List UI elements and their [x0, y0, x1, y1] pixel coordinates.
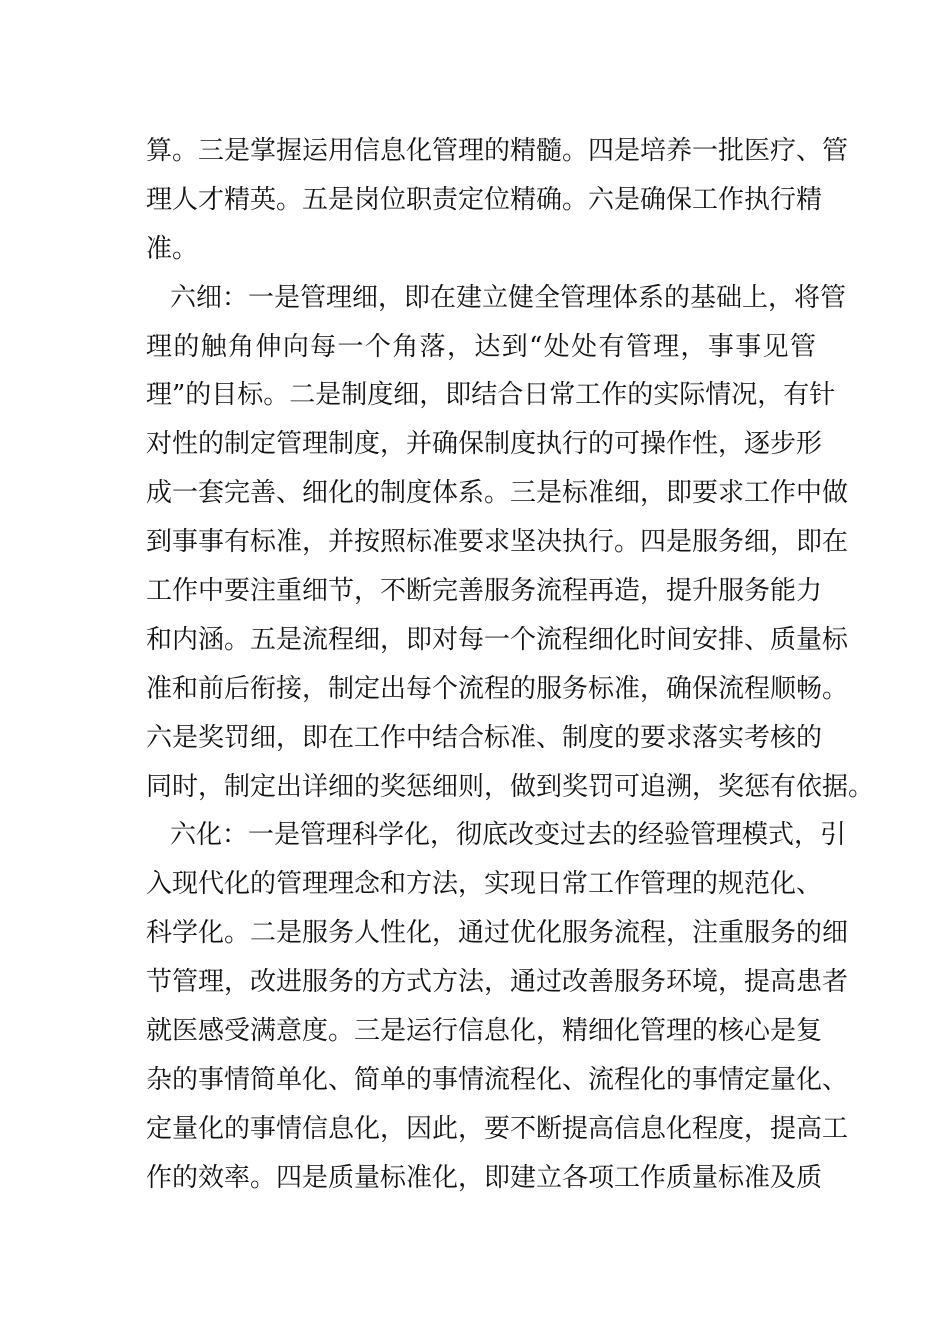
text-line: 理”的目标。二是制度细，即结合日常工作的实际情况，有针	[146, 380, 836, 411]
text-line: 入现代化的管理理念和方法，实现日常工作管理的规范化、	[146, 869, 823, 900]
text-line: 定量化的事情信息化，因此，要不断提高信息化程度，提高工	[146, 1113, 849, 1144]
text-line: 节管理，改进服务的方式方法，通过改善服务环境，提高患者	[146, 967, 849, 998]
text-line: 和内涵。五是流程细，即对每一个流程细化时间安排、质量标	[146, 624, 849, 655]
text-line: 准。	[146, 233, 199, 264]
text-line: 六化：一是管理科学化，彻底改变过去的经验管理模式，引	[170, 820, 847, 851]
text-line: 作的效率。四是质量标准化，即建立各项工作质量标准及质	[146, 1162, 823, 1193]
text-line: 理的触角伸向每一个角落，达到“处处有管理，事事见管	[146, 331, 816, 362]
text-line: 六是奖罚细，即在工作中结合标准、制度的要求落实考核的	[146, 722, 823, 753]
text-line: 同时，制定出详细的奖惩细则，做到奖罚可追溯，奖惩有依据。	[146, 771, 875, 802]
text-line: 到事事有标准，并按照标准要求坚决执行。四是服务细，即在	[146, 527, 849, 558]
text-line: 对性的制定管理制度，并确保制度执行的可操作性，逐步形	[146, 429, 823, 460]
text-line: 准和前后衔接，制定出每个流程的服务标准，确保流程顺畅。	[146, 673, 849, 704]
text-line: 杂的事情简单化、简单的事情流程化、流程化的事情定量化、	[146, 1064, 849, 1095]
text-line: 就医感受满意度。三是运行信息化，精细化管理的核心是复	[146, 1016, 823, 1047]
text-line: 算。三是掌握运用信息化管理的精髓。四是培养一批医疗、管	[146, 136, 849, 166]
text-line: 理人才精英。五是岗位职责定位精确。六是确保工作执行精	[146, 184, 823, 215]
text-line: 工作中要注重细节，不断完善服务流程再造，提升服务能力	[146, 576, 823, 607]
text-line: 成一套完善、细化的制度体系。三是标准细，即要求工作中做	[146, 478, 849, 509]
body-text	[146, 127, 875, 1203]
text-line: 六细：一是管理细，即在建立健全管理体系的基础上，将管	[170, 282, 847, 313]
text-line: 科学化。二是服务人性化，通过优化服务流程，注重服务的细	[146, 918, 849, 949]
